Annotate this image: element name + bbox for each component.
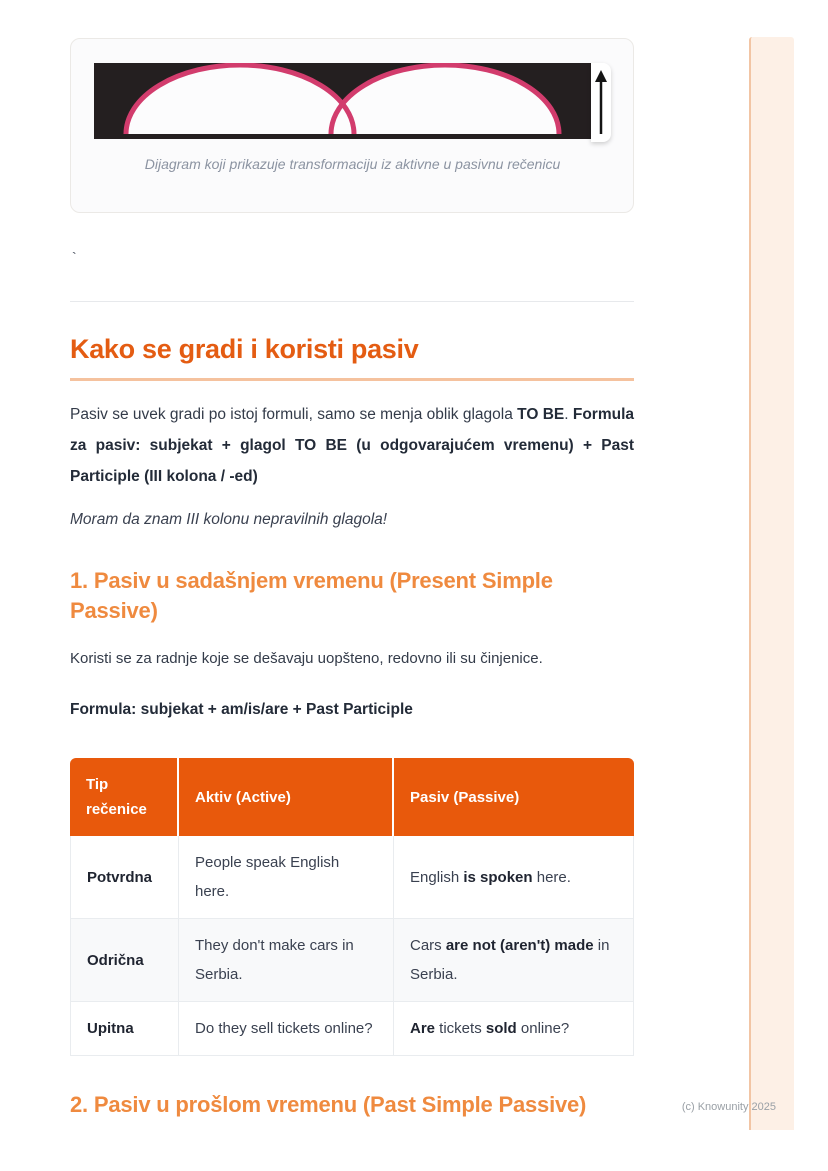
heading-past-simple-passive: 2. Pasiv u prošlom vremenu (Past Simple Passive) <box>70 1092 587 1117</box>
intro-text: . <box>564 406 573 423</box>
col-header-aktiv: Aktiv (Active) <box>179 758 394 836</box>
cell-text: here. <box>532 868 571 886</box>
cell-aktiv: They don't make cars in Serbia. <box>179 919 394 1002</box>
intro-bold-formula: Formula za pasiv: subjekat + glagol TO BE (u odgovarajućem vremenu) + Past Participle (III kolona / -ed) <box>70 406 635 485</box>
heading-present-simple-passive: 1. Pasiv u sadašnjem vremenu (Present Simple Passive) <box>70 568 553 623</box>
diagram-caption: Dijagram koji prikazuje transformaciju iz aktivne u pasivnu rečenicu <box>144 156 561 172</box>
intro-text: Pasiv se uvek gradi po istoj formuli, samo se menja oblik glagola <box>70 406 518 423</box>
diagram-card <box>70 38 634 213</box>
intro-bold-tobe: TO BE <box>517 406 565 423</box>
cell-bold-text: sold <box>485 1020 517 1037</box>
table-row <box>70 836 634 919</box>
cell-pasiv <box>394 836 634 919</box>
italic-note: Moram da znam III kolonu nepravilnih glagola! <box>70 511 388 528</box>
col-header-pasiv: Pasiv (Passive) <box>394 758 634 836</box>
cell-tip: Odrična <box>70 919 179 1002</box>
cell-bold-text: Are <box>410 1020 436 1037</box>
cell-text: in Serbia. <box>410 937 610 983</box>
up-arrow-icon <box>594 70 608 136</box>
table-header-row <box>70 758 634 836</box>
cell-aktiv: Do they sell tickets online? <box>179 1002 394 1056</box>
present-formula-text: Formula: subjekat + am/is/are + Past Participle <box>70 701 413 718</box>
col-header-tip-recenice: Tip rečenice <box>70 758 179 836</box>
table-row <box>70 1002 634 1056</box>
cell-text: English <box>410 868 464 886</box>
content-column <box>70 38 634 1120</box>
diagram-row <box>94 63 611 139</box>
cell-text: online? <box>516 1020 570 1037</box>
cell-tip: Potvrdna <box>70 836 179 919</box>
arrow-panel <box>591 63 611 142</box>
stray-backtick: ` <box>72 249 77 265</box>
passive-examples-table <box>70 758 634 1056</box>
page-title: Kako se gradi i koristi pasiv <box>70 334 634 381</box>
intro-paragraph <box>70 399 634 492</box>
decorative-side-stripe <box>749 37 794 1130</box>
cell-pasiv <box>394 1002 634 1056</box>
passive-transformation-diagram <box>94 63 591 139</box>
cell-pasiv <box>394 919 634 1002</box>
present-usage-text: Koristi se za radnje koje se dešavaju uopšteno, redovno ili su činjenice. <box>70 650 543 667</box>
copyright-notice: (c) Knowunity 2025 <box>681 1101 776 1113</box>
cell-aktiv: People speak English here. <box>179 836 394 919</box>
cell-bold-text: is spoken <box>463 868 533 886</box>
cell-text: tickets <box>435 1020 486 1037</box>
cell-bold-text: are not (aren't) made <box>445 937 594 954</box>
table-row <box>70 919 634 1002</box>
section-divider <box>70 301 634 302</box>
cell-tip: Upitna <box>70 1002 179 1056</box>
cell-text: Cars <box>410 937 446 954</box>
arcs-diagram-image <box>94 63 591 139</box>
